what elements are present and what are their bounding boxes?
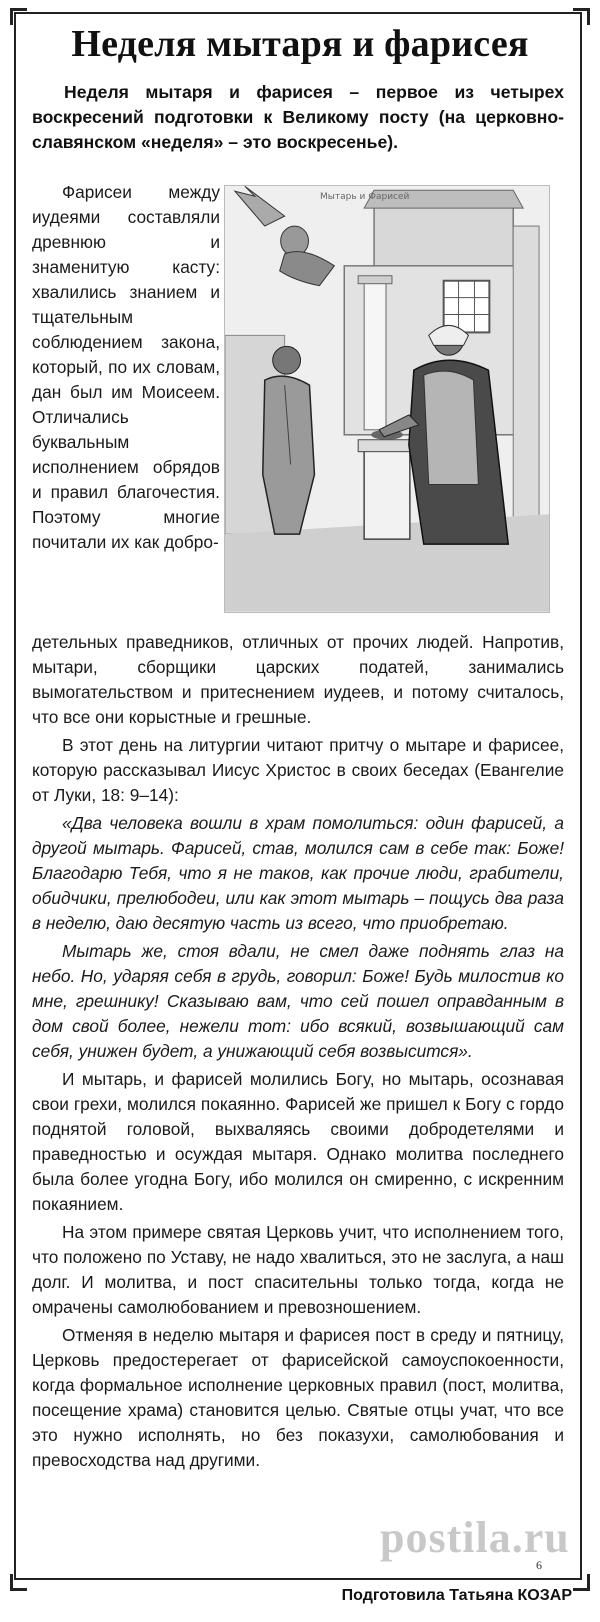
article-lead — [32, 80, 564, 155]
paragraph-church-teaching: На этом примере святая Церковь учит, что исполнением того, что положено по Уставу, не надо хвалиться, это не заслуга, а наш долг. И молитва, и пост спасительны только тогда, когда не омрачены самолюбованием и превозношением. — [32, 1222, 564, 1317]
paragraph-liturgy: В этот день на литургии читают притчу о мытаре и фарисее, которую рассказывал Иисус Христос в своих беседах (Евангелие от Луки, 18: 9–14): — [32, 735, 564, 805]
gospel-quote-2: Мытарь же, стоя вдали, не смел даже поднять глаз на небо. Но, ударяя себя в грудь, говорил: Боже! Будь милостив ко мне, грешнику! Сказываю вам, что сей пошел оправданным в дом свой более, нежели тот: ибо всякий, возвышающий сам себя, унижен будет, а унижающий себя возвысится». — [32, 941, 564, 1061]
frame-corner — [573, 8, 590, 25]
paragraph-continuation: детельных праведников, отличных от прочих людей. Напротив, мытари, сборщики царских податей, занимались вымогательством и притеснением иудеев, и потому считалось, что все они корыстные и грешные. — [32, 632, 564, 727]
author-credit: Подготовила Татьяна КОЗАР — [341, 1587, 572, 1604]
page-number: 6 — [536, 1558, 542, 1572]
paragraph-fasting: Отменяя в неделю мытаря и фарисея пост в среду и пятницу, Церковь предостерегает от фарисейской самоуспокоенности, когда формальное исполнение церковных правил (пост, молитва, посещение храма) становится целью. Святые отцы учат, что все это нужно исполнять, но без показухи, самолюбования и превосходства над другими. — [32, 1325, 564, 1470]
icon-illustration — [224, 185, 550, 613]
frame-corner — [573, 1574, 590, 1591]
gospel-quote-1: «Два человека вошли в храм помолиться: один фарисей, а другой мытарь. Фарисей, став, молился сам в себе так: Боже! Благодарю Тебя, что я не таков, как прочие люди, грабители, обидчики, прелюбодеи, или как этот мытарь – пощусь два раза в неделю, даю десятую часть из всего, что приобретаю. — [32, 813, 564, 933]
article-title: Неделя мытаря и фарисея — [71, 23, 529, 65]
frame-corner — [10, 8, 27, 25]
watermark: postila.ru — [380, 1513, 570, 1562]
wrapped-text-column — [32, 180, 220, 555]
article-body — [32, 630, 564, 1476]
paragraph-pharisees: Фарисеи между иудеями составляли древнюю и знаменитую касту: хвалились знанием и тщательным соблюдением закона, который, по их словам, дан был им Моисеем. Отличались буквальным исполнением обрядов и правил благочестия. Поэтому многие почитали их как добро- — [32, 182, 220, 552]
paragraph-prayer: И мытарь, и фарисей молились Богу, но мытарь, осознавая свои грехи, молился покаянно. Фарисей же пришел к Богу с гордо поднятой головой, выхваляясь своими добродетелями и праведностью и осуждая мытаря. Однако молитва последнего была более угодна Богу, ибо молился он смиренно, с искренним покаянием. — [32, 1069, 564, 1214]
publican-pharisee-icon — [225, 186, 549, 612]
frame-corner — [10, 1574, 27, 1591]
lead-paragraph: Неделя мытаря и фарисея – первое из четырех воскресений подготовки к Великому посту (на церковно-славянском «неделя» – это воскресенье). — [32, 82, 564, 152]
icon-caption: Мытарь и Фарисей — [320, 192, 410, 202]
